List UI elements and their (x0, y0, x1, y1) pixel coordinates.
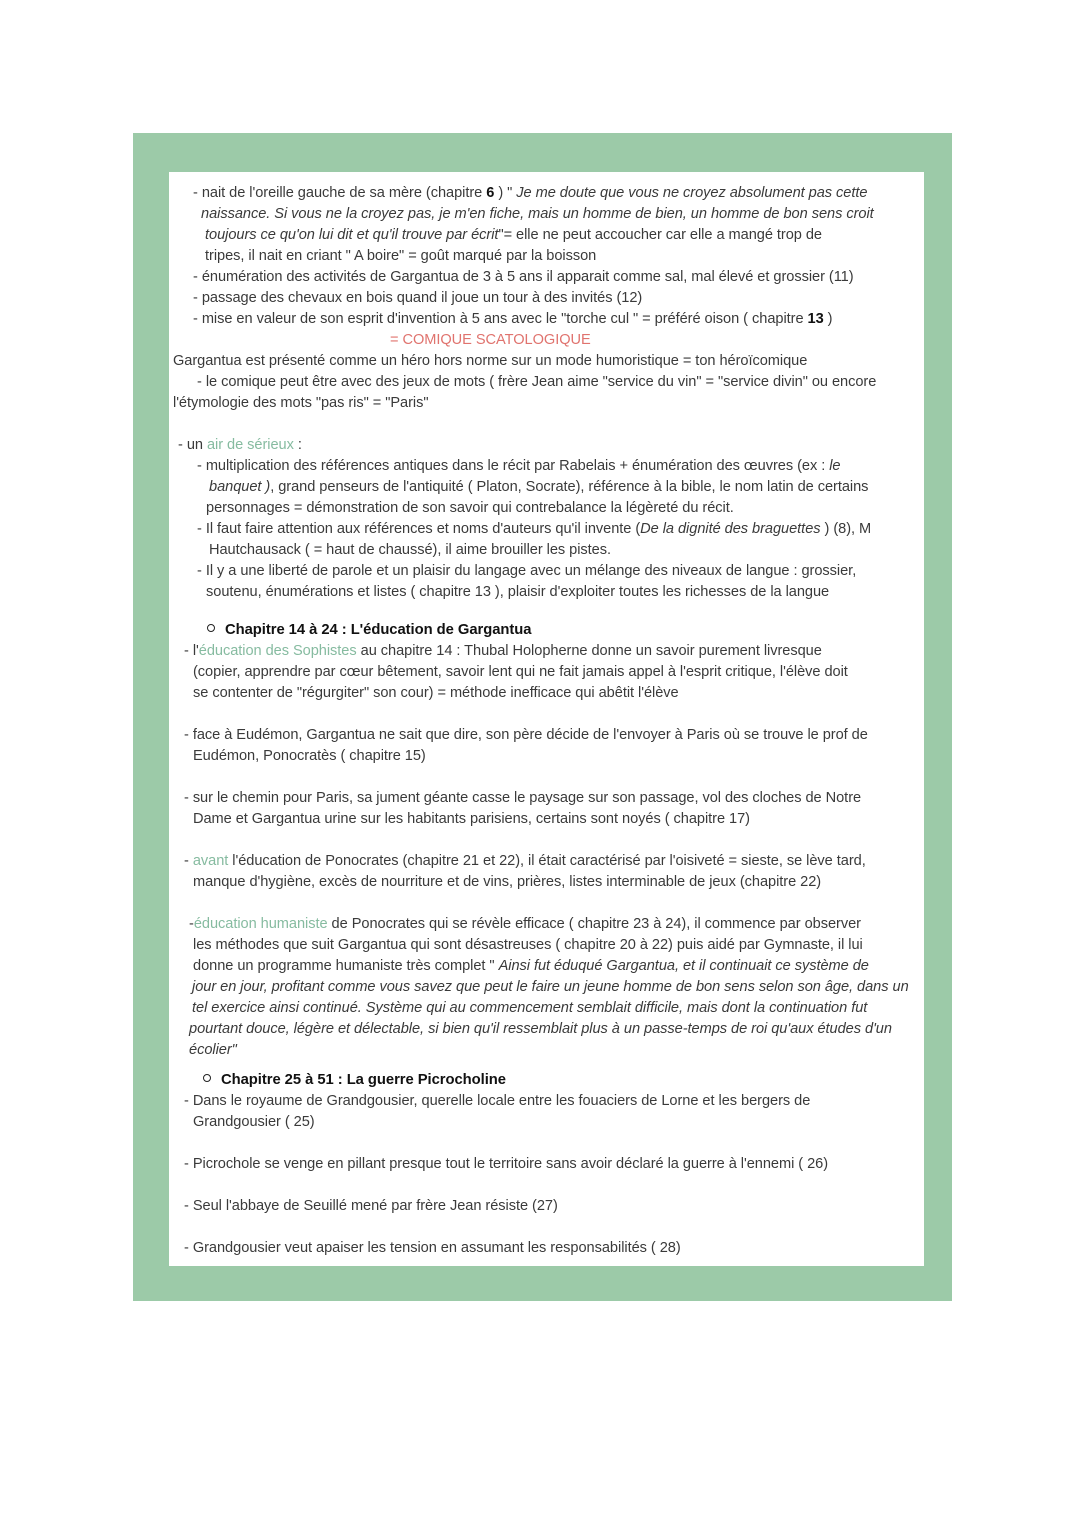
text-line: -éducation humaniste de Ponocrates qui se révèle efficace ( chapitre 23 à 24), il commence par observer (189, 916, 861, 932)
text-line: Gargantua est présenté comme un héro hors norme sur un mode humoristique = ton héroïcomique (173, 353, 808, 369)
text-line: naissance. Si vous ne la croyez pas, je m'en fiche, mais un homme de bien, un homme de bon sens croit (201, 206, 874, 222)
text-line: Dame et Gargantua urine sur les habitants parisiens, certains sont noyés ( chapitre 17) (193, 811, 750, 827)
comique-scatologique-label: = COMIQUE SCATOLOGIQUE (390, 332, 591, 348)
text-line: - Il y a une liberté de parole et un plaisir du langage avec un mélange des niveaux de langue : grossier, (197, 563, 857, 579)
text-line: - face à Eudémon, Gargantua ne sait que dire, son père décide de l'envoyer à Paris où se trouve le prof de (184, 727, 868, 743)
text-line: - l'éducation des Sophistes au chapitre 14 : Thubal Holopherne donne un savoir purement livresque (184, 643, 822, 659)
text-line: - Dans le royaume de Grandgousier, querelle locale entre les fouaciers de Lorne et les bergers de (184, 1093, 811, 1109)
text-line: Eudémon, Ponocratès ( chapitre 15) (193, 748, 426, 764)
text-line: - passage des chevaux en bois quand il joue un tour à des invités (12) (193, 290, 643, 306)
text-line: pourtant douce, légère et délectable, si bien qu'il ressemblait plus à un passe-temps de roi qu'aux études d'un (189, 1021, 892, 1037)
text-line: jour en jour, profitant comme vous savez que peut le faire un jeune homme de bon sens selon son âge, dans un (192, 979, 909, 995)
text-line: - multiplication des références antiques dans le récit par Rabelais + énumération des œuvres (ex : le (197, 458, 841, 474)
text-line: - Il faut faire attention aux références et noms d'auteurs qu'il invente (De la dignité des braguettes ) (8), M (197, 521, 872, 537)
text-line: tripes, il nait en criant " A boire" = goût marqué par la boisson (205, 248, 597, 264)
text-line: écolier" (189, 1042, 237, 1058)
bullet-icon (203, 1074, 211, 1082)
text-line: donne un programme humaniste très complet " Ainsi fut éduqué Gargantua, et il continuait ce système de (193, 958, 869, 974)
text-line: - un air de sérieux : (178, 437, 302, 453)
text-line: manque d'hygiène, excès de nourriture et de vins, prières, listes interminable de jeux (chapitre 22) (193, 874, 822, 890)
text-line: banquet ), grand penseurs de l'antiquité ( Platon, Socrate), référence à la bible, le nom latin de certains (209, 479, 869, 495)
text-line: - le comique peut être avec des jeux de mots ( frère Jean aime "service du vin" = "service divin" ou encore (197, 374, 877, 390)
section-heading-guerre: Chapitre 25 à 51 : La guerre Picrocholine (203, 1070, 506, 1091)
text-line: toujours ce qu'on lui dit et qu'il trouve par écrit"= elle ne peut accoucher car elle a mangé trop de (205, 227, 822, 243)
text-line: Grandgousier ( 25) (193, 1114, 315, 1130)
text-line: - nait de l'oreille gauche de sa mère (chapitre 6 ) " Je me doute que vous ne croyez absolument pas cette (193, 185, 868, 201)
text-line: - avant l'éducation de Ponocrates (chapitre 21 et 22), il était caractérisé par l'oisiveté = sieste, se lève tard, (184, 853, 866, 869)
text-line: se contenter de "régurgiter" son cour) = méthode inefficace qui abêtit l'élève (193, 685, 679, 701)
text-line: - mise en valeur de son esprit d'invention à 5 ans avec le "torche cul " = préféré oison ( chapitre 13 ) (193, 311, 833, 327)
text-line: tel exercice ainsi continué. Système qui au commencement semblait difficile, mais dont la continuation fut (192, 1000, 868, 1016)
section-heading-education: Chapitre 14 à 24 : L'éducation de Gargantua (207, 620, 531, 641)
text-line: les méthodes que suit Gargantua qui sont désastreuses ( chapitre 20 à 22) puis aidé par Gymnaste, il lui (193, 937, 863, 953)
text-line: (copier, apprendre par cœur bêtement, savoir lent qui ne fait jamais appel à l'esprit critique, l'élève doit (193, 664, 848, 680)
text-line: - sur le chemin pour Paris, sa jument géante casse le paysage sur son passage, vol des cloches de Notre (184, 790, 862, 806)
text-line: - Picrochole se venge en pillant presque tout le territoire sans avoir déclaré la guerre à l'ennemi ( 26) (184, 1156, 829, 1172)
text-line: - énumération des activités de Gargantua de 3 à 5 ans il apparait comme sal, mal élevé et grossier (11) (193, 269, 854, 285)
text-line: l'étymologie des mots "pas ris" = "Paris" (173, 395, 429, 411)
text-line: - Grandgousier veut apaiser les tension en assumant les responsabilités ( 28) (184, 1240, 681, 1256)
bullet-icon (207, 624, 215, 632)
text-line: - Seul l'abbaye de Seuillé mené par frère Jean résiste (27) (184, 1198, 558, 1214)
text-line: personnages = démonstration de son savoir qui contrebalance la légèreté du récit. (206, 500, 734, 516)
text-line: Hautchausack ( = haut de chaussé), il aime brouiller les pistes. (209, 542, 611, 558)
text-line: soutenu, énumérations et listes ( chapitre 13 ), plaisir d'exploiter toutes les richesses de la langue (206, 584, 830, 600)
